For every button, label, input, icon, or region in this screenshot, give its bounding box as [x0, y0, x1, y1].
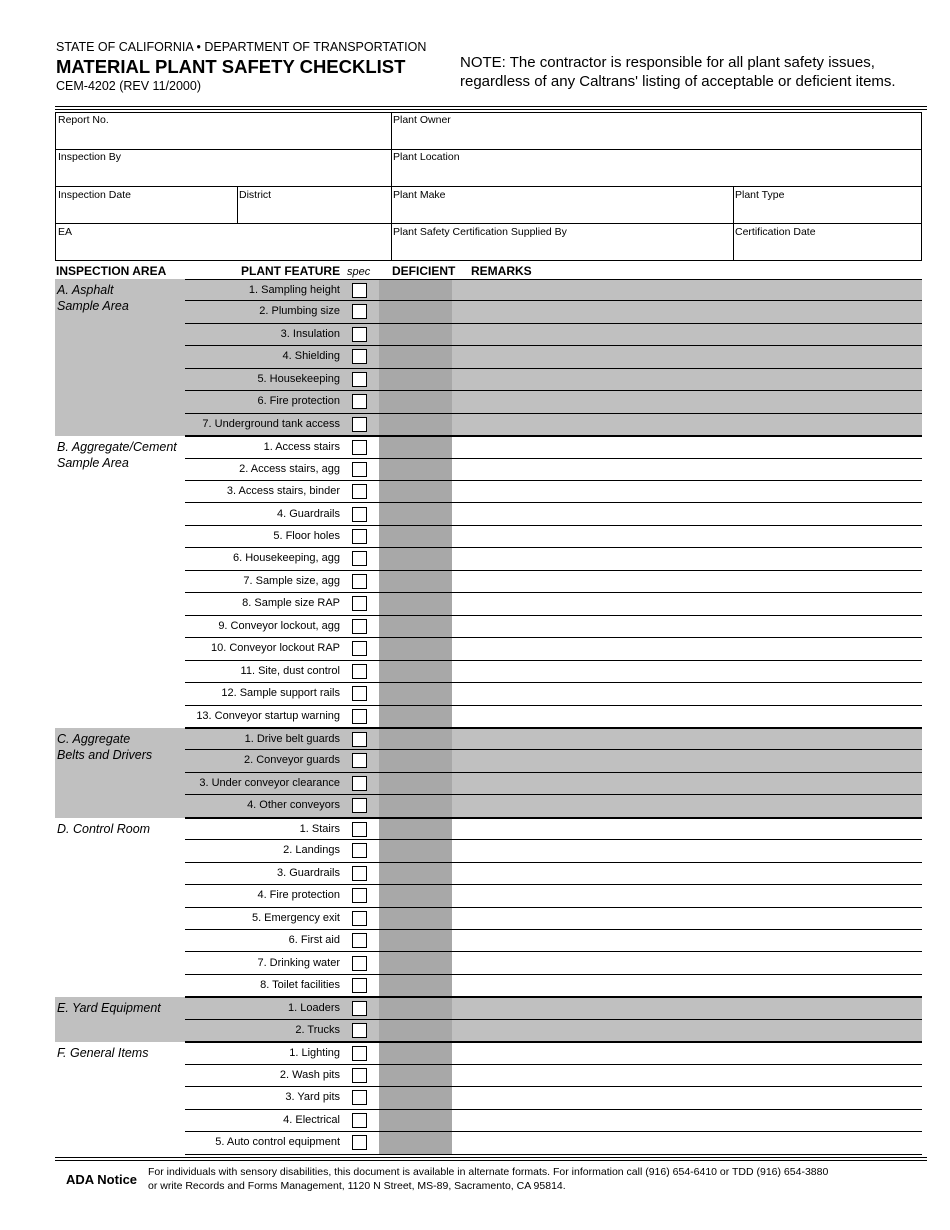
remarks-field[interactable]: [453, 460, 919, 479]
remarks-field[interactable]: [453, 707, 919, 726]
plant-feature-label: 2. Access stairs, agg: [239, 462, 340, 475]
checklist-row: [185, 1110, 922, 1132]
plant-feature-label: 1. Drive belt guards: [244, 733, 340, 745]
footer-rule: [55, 1157, 927, 1158]
plant-feature-label: 1. Sampling height: [248, 284, 340, 296]
plant-owner-field[interactable]: Plant Owner: [393, 114, 451, 126]
checklist-row: [185, 459, 922, 481]
plant-feature-label: 4. Other conveyors: [247, 799, 340, 812]
cert-supplied-by-field[interactable]: Plant Safety Certification Supplied By: [393, 226, 567, 238]
checklist-row: [185, 908, 922, 930]
remarks-field[interactable]: [453, 438, 919, 457]
spec-checkbox[interactable]: [352, 1090, 367, 1105]
spec-checkbox[interactable]: [352, 1046, 367, 1061]
plant-feature-label: 5. Emergency exit: [251, 911, 340, 924]
spec-checkbox[interactable]: [352, 484, 367, 499]
note-line-2: regardless of any Caltrans' listing of acceptable or deficient items.: [460, 73, 896, 90]
plant-feature-label: 10. Conveyor lockout RAP: [210, 642, 340, 655]
section-name: [57, 821, 150, 837]
checklist-row: [185, 863, 922, 885]
section-name: [57, 1045, 148, 1061]
remarks-field[interactable]: [453, 864, 919, 883]
col-inspection-area: INSPECTION AREA: [56, 264, 167, 278]
checklist-row: [185, 1020, 922, 1042]
spec-checkbox[interactable]: [352, 822, 367, 837]
plant-feature-label: 2. Trucks: [295, 1023, 340, 1036]
spec-checkbox[interactable]: [352, 349, 367, 364]
spec-checkbox[interactable]: [352, 1135, 367, 1150]
checklist-row: [185, 773, 922, 795]
plant-type-field[interactable]: Plant Type: [735, 189, 785, 201]
remarks-field[interactable]: [453, 415, 919, 434]
spec-checkbox[interactable]: [352, 641, 367, 656]
checklist-row: [185, 324, 922, 346]
checklist-row: [185, 706, 922, 728]
remarks-field[interactable]: [453, 347, 919, 366]
ada-notice-label: ADA Notice: [66, 1172, 138, 1187]
plant-feature-label: 2. Conveyor guards: [244, 754, 340, 767]
remarks-field[interactable]: [453, 999, 919, 1018]
checklist-row: [185, 683, 922, 705]
contractor-note: [460, 53, 896, 91]
checklist-row: [185, 504, 922, 526]
spec-checkbox[interactable]: [352, 956, 367, 971]
remarks-field[interactable]: [453, 774, 919, 793]
remarks-field[interactable]: [453, 954, 919, 973]
checklist-row: [185, 953, 922, 975]
remarks-field[interactable]: [453, 1111, 919, 1130]
spec-checkbox[interactable]: [352, 596, 367, 611]
remarks-field[interactable]: [453, 820, 919, 839]
checklist-row: [185, 593, 922, 615]
section-name-line-2: Sample Area: [57, 299, 129, 313]
spec-checkbox[interactable]: [352, 417, 367, 432]
plant-feature-label: 11. Site, dust control: [240, 664, 340, 677]
checklist-row: [185, 795, 922, 817]
plant-feature-label: 1. Lighting: [289, 1047, 340, 1060]
remarks-field[interactable]: [453, 1044, 919, 1063]
header-rule: [55, 106, 927, 107]
spec-checkbox[interactable]: [352, 1068, 367, 1083]
remarks-field[interactable]: [453, 572, 919, 591]
remarks-field[interactable]: [453, 909, 919, 928]
remarks-field[interactable]: [453, 527, 919, 546]
col-spec: spec: [347, 266, 371, 278]
spec-checkbox[interactable]: [352, 753, 367, 768]
checklist-row: [185, 885, 922, 907]
plant-feature-label: 7. Drinking water: [257, 956, 340, 969]
spec-checkbox[interactable]: [352, 507, 367, 522]
form-number: CEM-4202 (REV 11/2000): [56, 79, 201, 93]
spec-checkbox[interactable]: [352, 978, 367, 993]
spec-checkbox[interactable]: [352, 619, 367, 634]
plant-feature-label: 12. Sample support rails: [221, 687, 340, 700]
plant-feature-label: 2. Wash pits: [279, 1068, 340, 1081]
remarks-field[interactable]: [453, 684, 919, 703]
spec-checkbox[interactable]: [352, 798, 367, 813]
section-name-line-1: D. Control Room: [57, 821, 151, 836]
checklist-row: [185, 301, 922, 323]
plant-info-grid: [55, 112, 922, 261]
section-name-line-1: C. Aggregate: [57, 732, 131, 746]
remarks-field[interactable]: [453, 1133, 919, 1152]
spec-checkbox[interactable]: [352, 866, 367, 881]
col-deficient: DEFICIENT: [392, 264, 456, 278]
spec-checkbox[interactable]: [352, 574, 367, 589]
plant-feature-label: 4. Guardrails: [277, 507, 340, 520]
plant-feature-label: 5. Floor holes: [273, 529, 340, 542]
plant-feature-label: 5. Housekeeping: [257, 372, 340, 385]
plant-feature-label: 1. Loaders: [288, 1002, 340, 1015]
section-name-line-1: A. Asphalt: [57, 283, 114, 297]
spec-checkbox[interactable]: [352, 686, 367, 701]
checklist-row: [185, 436, 922, 458]
ada-line-1: For individuals with sensory disabilities, this document is available in alternate formats. For information call (916) 654-6410 or TDD (916) 654-3880: [148, 1166, 829, 1178]
remarks-field[interactable]: [453, 325, 919, 344]
checklist-row: [185, 414, 922, 436]
checklist-row: [185, 638, 922, 660]
plant-feature-label: 2. Plumbing size: [259, 305, 340, 318]
section-name-line-1: F. General Items: [57, 1046, 149, 1061]
spec-checkbox[interactable]: [352, 911, 367, 926]
plant-feature-label: 6. Housekeeping, agg: [232, 552, 340, 565]
section-name-line-2: Belts and Drivers: [57, 748, 153, 762]
spec-checkbox[interactable]: [352, 372, 367, 387]
spec-checkbox[interactable]: [352, 440, 367, 455]
spec-checkbox[interactable]: [352, 1113, 367, 1128]
inspection-by-field[interactable]: Inspection By: [58, 151, 122, 163]
district-field[interactable]: District: [239, 189, 272, 201]
remarks-field[interactable]: [453, 549, 919, 568]
checklist-row: [185, 526, 922, 548]
remarks-field[interactable]: [453, 482, 919, 501]
checklist-row: [185, 616, 922, 638]
spec-checkbox[interactable]: [352, 888, 367, 903]
plant-feature-label: 1. Access stairs: [263, 441, 340, 454]
col-remarks: REMARKS: [471, 264, 532, 278]
ada-notice-text: [148, 1165, 828, 1193]
remarks-field[interactable]: [453, 1088, 919, 1107]
remarks-field[interactable]: [453, 617, 919, 636]
checklist-row: [185, 548, 922, 570]
spec-checkbox[interactable]: [352, 551, 367, 566]
spec-checkbox[interactable]: [352, 283, 367, 298]
remarks-field[interactable]: [453, 730, 919, 749]
spec-checkbox[interactable]: [352, 843, 367, 858]
plant-feature-label: 7. Underground tank access: [202, 417, 340, 430]
plant-feature-label: 4. Fire protection: [257, 889, 340, 902]
checklist-row: [185, 571, 922, 593]
checklist-row: [185, 930, 922, 952]
checklist-row: [185, 750, 922, 772]
plant-feature-label: 2. Landings: [283, 844, 340, 857]
section-name: [57, 439, 177, 471]
ea-field[interactable]: EA: [58, 226, 73, 238]
checklist-row: [185, 1065, 922, 1087]
plant-feature-label: 8. Sample size RAP: [242, 597, 340, 610]
checklist-row: [185, 391, 922, 413]
remarks-field[interactable]: [453, 976, 919, 995]
spec-checkbox[interactable]: [352, 462, 367, 477]
remarks-field[interactable]: [453, 751, 919, 770]
plant-feature-label: 8. Toilet facilities: [260, 978, 340, 991]
section-name-line-1: E. Yard Equipment: [57, 1001, 161, 1016]
section-name-line-2: Sample Area: [57, 456, 129, 471]
checklist-row: [185, 369, 922, 391]
checklist-row: [185, 728, 922, 750]
checklist-row: [185, 279, 922, 301]
remarks-field[interactable]: [453, 594, 919, 613]
plant-feature-label: 13. Conveyor startup warning: [196, 709, 340, 722]
spec-checkbox[interactable]: [352, 933, 367, 948]
checklist-row: [185, 661, 922, 683]
plant-feature-label: 4. Electrical: [283, 1113, 340, 1126]
section-name: [57, 731, 152, 763]
checklist-row: [185, 481, 922, 503]
checklist-row: [185, 1132, 922, 1154]
plant-feature-label: 3. Insulation: [280, 327, 340, 340]
plant-feature-label: 3. Guardrails: [277, 866, 340, 879]
section-name: [57, 282, 129, 314]
remarks-field[interactable]: [453, 1066, 919, 1085]
remarks-field[interactable]: [453, 841, 919, 860]
spec-checkbox[interactable]: [352, 709, 367, 724]
spec-checkbox[interactable]: [352, 1001, 367, 1016]
section-name: [57, 1000, 161, 1016]
checklist-row: [185, 818, 922, 840]
remarks-field[interactable]: [453, 796, 919, 815]
plant-feature-label: 3. Access stairs, binder: [226, 485, 340, 498]
remarks-field[interactable]: [453, 1021, 919, 1040]
spec-checkbox[interactable]: [352, 776, 367, 791]
col-plant-feature: PLANT FEATURE: [241, 264, 341, 278]
inspection-date-field[interactable]: Inspection Date: [58, 189, 131, 201]
remarks-field[interactable]: [453, 886, 919, 905]
plant-feature-label: 5. Auto control equipment: [215, 1136, 340, 1149]
agency-name: STATE OF CALIFORNIA • DEPARTMENT OF TRANSPORTATION: [56, 40, 427, 54]
ada-line-2: or write Records and Forms Management, 1120 N Street, MS-89, Sacramento, CA 95814.: [148, 1180, 566, 1192]
plant-feature-label: 6. Fire protection: [257, 395, 340, 408]
form-title: MATERIAL PLANT SAFETY CHECKLIST: [56, 56, 406, 77]
remarks-field[interactable]: [453, 392, 919, 411]
spec-checkbox[interactable]: [352, 1023, 367, 1038]
plant-feature-label: 7. Sample size, agg: [243, 574, 340, 587]
remarks-field[interactable]: [453, 662, 919, 681]
plant-location-field[interactable]: Plant Location: [393, 151, 460, 163]
remarks-field[interactable]: [453, 931, 919, 950]
plant-make-field[interactable]: Plant Make: [393, 189, 446, 201]
plant-feature-label: 4. Shielding: [282, 350, 340, 363]
remarks-field[interactable]: [453, 281, 919, 300]
checklist-row: [185, 346, 922, 368]
checklist-row: [185, 997, 922, 1019]
spec-checkbox[interactable]: [352, 664, 367, 679]
spec-checkbox[interactable]: [352, 304, 367, 319]
report-no-field[interactable]: Report No.: [58, 114, 109, 126]
remarks-field[interactable]: [453, 370, 919, 389]
spec-checkbox[interactable]: [352, 529, 367, 544]
cert-date-field[interactable]: Certification Date: [735, 226, 816, 238]
plant-feature-label: 3. Under conveyor clearance: [199, 776, 340, 789]
plant-feature-label: 9. Conveyor lockout, agg: [218, 619, 340, 632]
checklist-row: [185, 975, 922, 997]
spec-checkbox[interactable]: [352, 732, 367, 747]
footer-rule: [55, 1160, 927, 1161]
spec-checkbox[interactable]: [352, 327, 367, 342]
remarks-field[interactable]: [453, 302, 919, 321]
plant-feature-label: 3. Yard pits: [285, 1091, 340, 1104]
checklist-row: [185, 1042, 922, 1064]
plant-feature-label: 1. Stairs: [299, 822, 340, 835]
note-line-1: NOTE: The contractor is responsible for all plant safety issues,: [460, 54, 875, 71]
remarks-field[interactable]: [453, 505, 919, 524]
plant-feature-label: 6. First aid: [288, 934, 340, 947]
checklist-row: [185, 840, 922, 862]
spec-checkbox[interactable]: [352, 394, 367, 409]
section-name-line-1: B. Aggregate/Cement: [57, 440, 177, 455]
header-rule: [55, 109, 927, 110]
checklist-row: [185, 1087, 922, 1109]
remarks-field[interactable]: [453, 639, 919, 658]
